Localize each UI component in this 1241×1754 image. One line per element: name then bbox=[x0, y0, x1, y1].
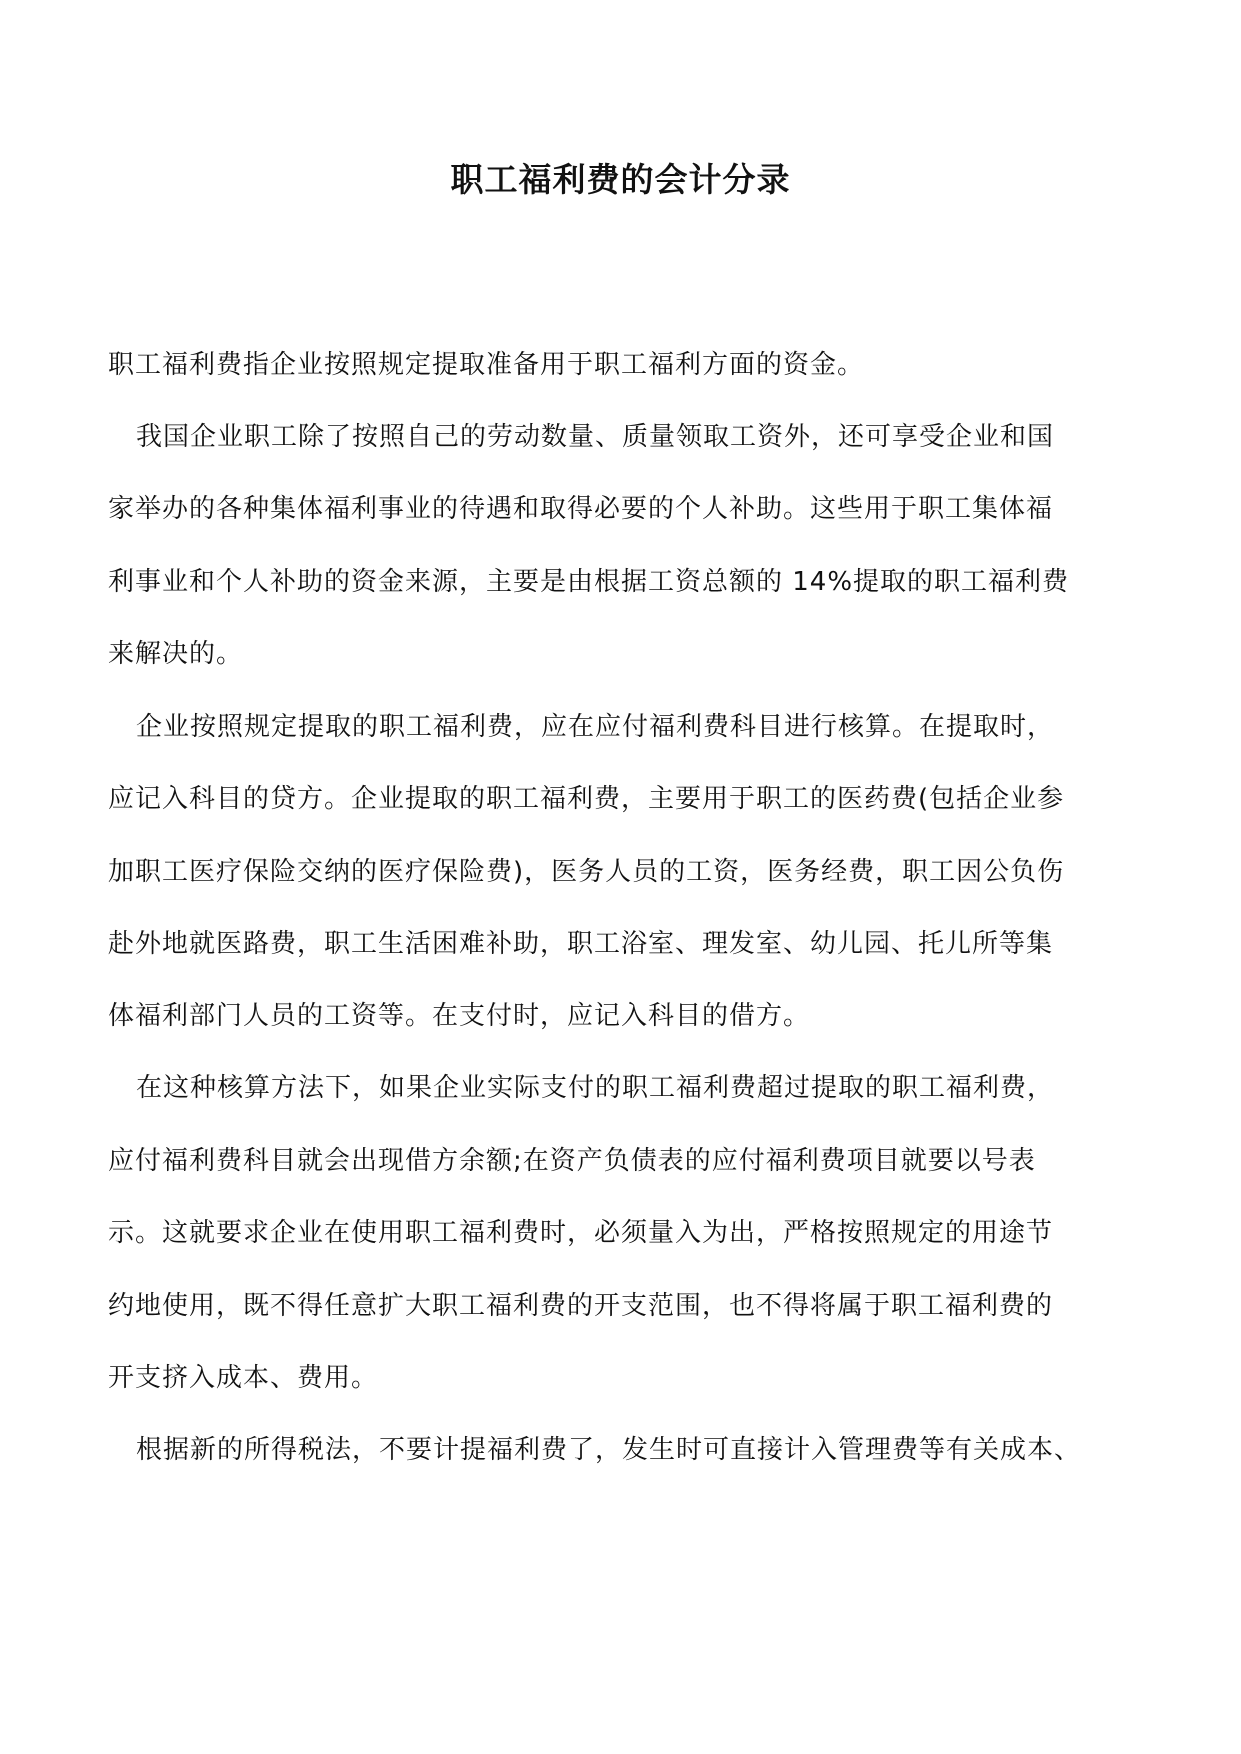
paragraph-line: 赴外地就医路费，职工生活困难补助，职工浴室、理发室、幼儿园、托儿所等集 bbox=[108, 929, 1054, 959]
paragraph-line: 家举办的各种集体福利事业的待遇和取得必要的个人补助。这些用于职工集体福 bbox=[108, 494, 1054, 524]
paragraph-line: 职工福利费指企业按照规定提取准备用于职工福利方面的资金。 bbox=[108, 350, 865, 380]
paragraph-line: 利事业和个人补助的资金来源，主要是由根据工资总额的 14%提取的职工福利费 bbox=[108, 567, 1070, 597]
paragraph-line: 我国企业职工除了按照自己的劳动数量、质量领取工资外，还可享受企业和国 bbox=[136, 422, 1055, 452]
paragraph-line: 应记入科目的贷方。企业提取的职工福利费，主要用于职工的医药费(包括企业参 bbox=[108, 784, 1065, 814]
paragraph-line: 约地使用，既不得任意扩大职工福利费的开支范围，也不得将属于职工福利费的 bbox=[108, 1291, 1054, 1321]
paragraph-line: 根据新的所得税法，不要计提福利费了，发生时可直接计入管理费等有关成本、 bbox=[136, 1435, 1082, 1465]
paragraph-line: 来解决的。 bbox=[108, 639, 244, 669]
paragraph-line: 开支挤入成本、费用。 bbox=[108, 1363, 379, 1393]
paragraph-line: 加职工医疗保险交纳的医疗保险费)，医务人员的工资，医务经费，职工因公负伤 bbox=[108, 857, 1065, 887]
paragraph-line: 体福利部门人员的工资等。在支付时，应记入科目的借方。 bbox=[108, 1001, 811, 1031]
paragraph-line: 应付福利费科目就会出现借方余额;在资产负债表的应付福利费项目就要以号表 bbox=[108, 1146, 1036, 1176]
paragraph-line: 示。这就要求企业在使用职工福利费时，必须量入为出，严格按照规定的用途节 bbox=[108, 1218, 1054, 1248]
paragraph-line: 在这种核算方法下，如果企业实际支付的职工福利费超过提取的职工福利费， bbox=[136, 1073, 1055, 1103]
paragraph-line: 企业按照规定提取的职工福利费，应在应付福利费科目进行核算。在提取时， bbox=[136, 712, 1055, 742]
document-title: 职工福利费的会计分录 bbox=[450, 160, 791, 199]
